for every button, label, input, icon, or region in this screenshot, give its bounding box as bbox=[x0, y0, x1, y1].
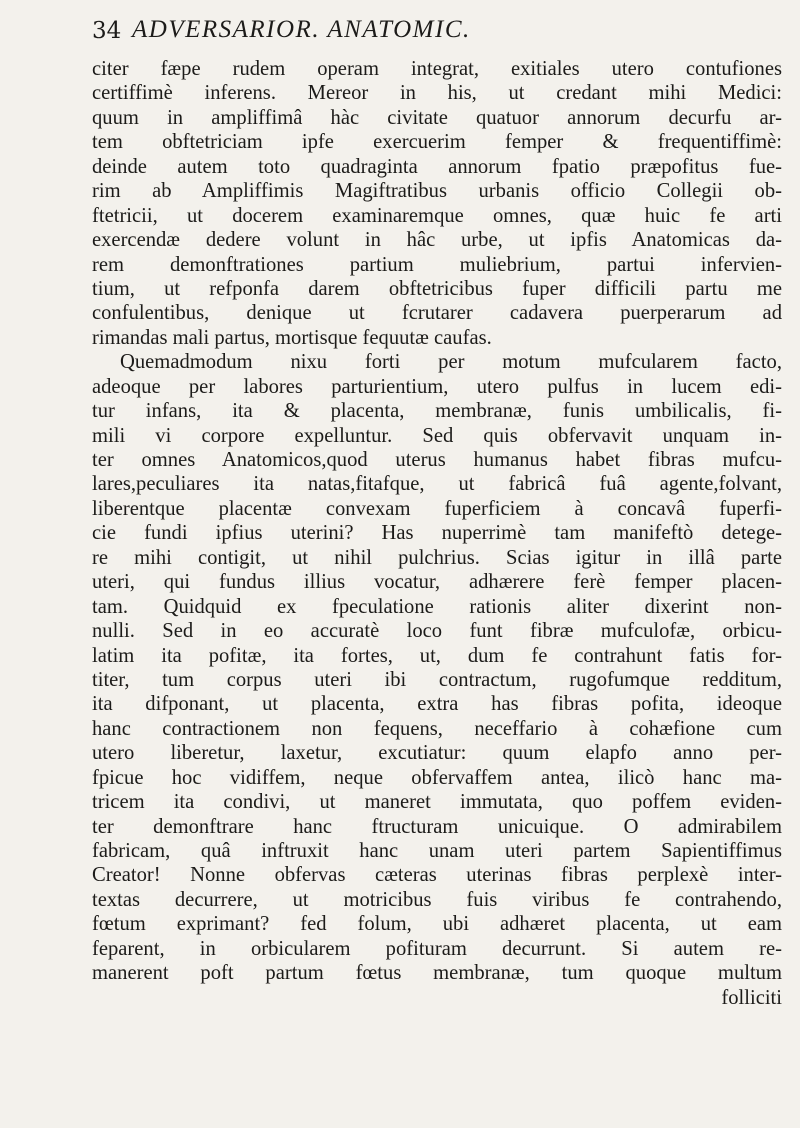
text-line: ftetricii, ut docerem examinaremque omnes, quæ huic fe arti bbox=[92, 204, 782, 227]
text-line: ter omnes Anatomicos,quod uterus humanus habet fibras mufcu- bbox=[92, 449, 782, 471]
text-line: rimandas mali partus, mortisque fequutæ caufas. bbox=[92, 326, 492, 349]
text-line: hanc contractionem non fequens, neceffario à cohæfione cum bbox=[92, 717, 782, 740]
text-line: rim ab Ampliffimis Magiftratibus urbanis officio Collegii ob- bbox=[92, 180, 782, 203]
text-line: cie fundi ipfius uterini? Has nuperrimè tam manifeftò detege- bbox=[92, 522, 782, 545]
text-line: tricem ita condivi, ut maneret immutata, quo poffem eviden- bbox=[92, 791, 782, 814]
text-line: utero liberetur, laxetur, excutiatur: quum elapfo anno per- bbox=[92, 742, 782, 765]
text-line: citer fæpe rudem operam integrat, exitiales utero contufiones bbox=[92, 58, 782, 80]
text-line: quum in ampliffimâ hàc civitate quatuor annorum decurfu ar- bbox=[92, 106, 782, 129]
text-line: certiffimè inferens. Mereor in his, ut credant mihi Medici: bbox=[92, 82, 782, 105]
text-line: latim ita pofitæ, ita fortes, ut, dum fe contrahunt fatis for- bbox=[92, 644, 782, 667]
text-line: fœtum exprimant? fed folum, ubi adhæret placenta, ut eam bbox=[92, 913, 782, 936]
catchword: folliciti bbox=[721, 986, 782, 1009]
page-header bbox=[92, 14, 782, 54]
text-line: adeoque per labores parturientium, utero pulfus in lucem edi- bbox=[92, 375, 782, 398]
text-line: Creator! Nonne obfervas cæteras uterinas fibras perplexè inter- bbox=[92, 864, 782, 887]
text-line: tium, ut refponfa darem obftetricibus fuper difficili partu me bbox=[92, 277, 782, 300]
text-line: mili vi corpore expelluntur. Sed quis obfervavit unquam in- bbox=[92, 424, 782, 447]
text-line: re mihi contigit, ut nihil pulchrius. Scias igitur in illâ parte bbox=[92, 546, 782, 569]
text-line: manerent poft partum fœtus membranæ, tum quoque multum bbox=[92, 962, 782, 985]
text-line: rem demonftrationes partium muliebrium, partui infervien- bbox=[92, 253, 782, 276]
text-line: deinde autem toto quadraginta annorum fpatio præpofitus fue- bbox=[92, 155, 782, 178]
text-line: feparent, in orbicularem pofituram decurrunt. Si autem re- bbox=[92, 937, 782, 960]
text-line: ter demonftrare hanc ftructuram unicuique. O admirabilem bbox=[92, 815, 782, 838]
text-line: confulentibus, denique ut fcrutarer cadavera puerperarum ad bbox=[92, 302, 782, 325]
text-line: titer, tum corpus uteri ibi contractum, rugofumque redditum, bbox=[92, 668, 782, 691]
text-line: tam. Quidquid ex fpeculatione rationis aliter dixerint non- bbox=[92, 595, 782, 618]
text-line: tur infans, ita & placenta, membranæ, funis umbilicalis, fi- bbox=[92, 400, 782, 423]
text-line: tem obftetriciam ipfe exercuerim femper & frequentiffimè: bbox=[92, 131, 782, 154]
body-text bbox=[92, 57, 782, 1010]
text-line: exercendæ dedere volunt in hâc urbe, ut ipfis Anatomicas da- bbox=[92, 229, 782, 252]
text-line: lares,peculiares ita natas,fitafque, ut fabricâ fuâ agente,folvant, bbox=[92, 473, 782, 496]
text-line: ita difponant, ut placenta, extra has fibras pofita, ideoque bbox=[92, 693, 782, 716]
text-line: fpicue hoc vidiffem, neque obfervaffem antea, ilicò hanc ma- bbox=[92, 766, 782, 789]
text-line: nulli. Sed in eo accuratè loco funt fibræ mufculofæ, orbicu- bbox=[92, 620, 782, 643]
running-head: ADVERSARIOR. ANATOMIC. bbox=[132, 16, 471, 43]
text-line: Quemadmodum nixu forti per motum mufcularem facto, bbox=[120, 351, 782, 374]
text-line: uteri, qui fundus illius vocatur, adhærere ferè femper placen- bbox=[92, 571, 782, 594]
text-line: fabricam, quâ inftruxit hanc unam uteri partem Sapientiffimus bbox=[92, 840, 782, 862]
text-line: liberentque placentæ convexam fuperficiem à concavâ fuperfi- bbox=[92, 497, 782, 520]
page-number: 34 bbox=[92, 18, 122, 44]
text-line: textas decurrere, ut motricibus fuis viribus fe contrahendo, bbox=[92, 888, 782, 911]
